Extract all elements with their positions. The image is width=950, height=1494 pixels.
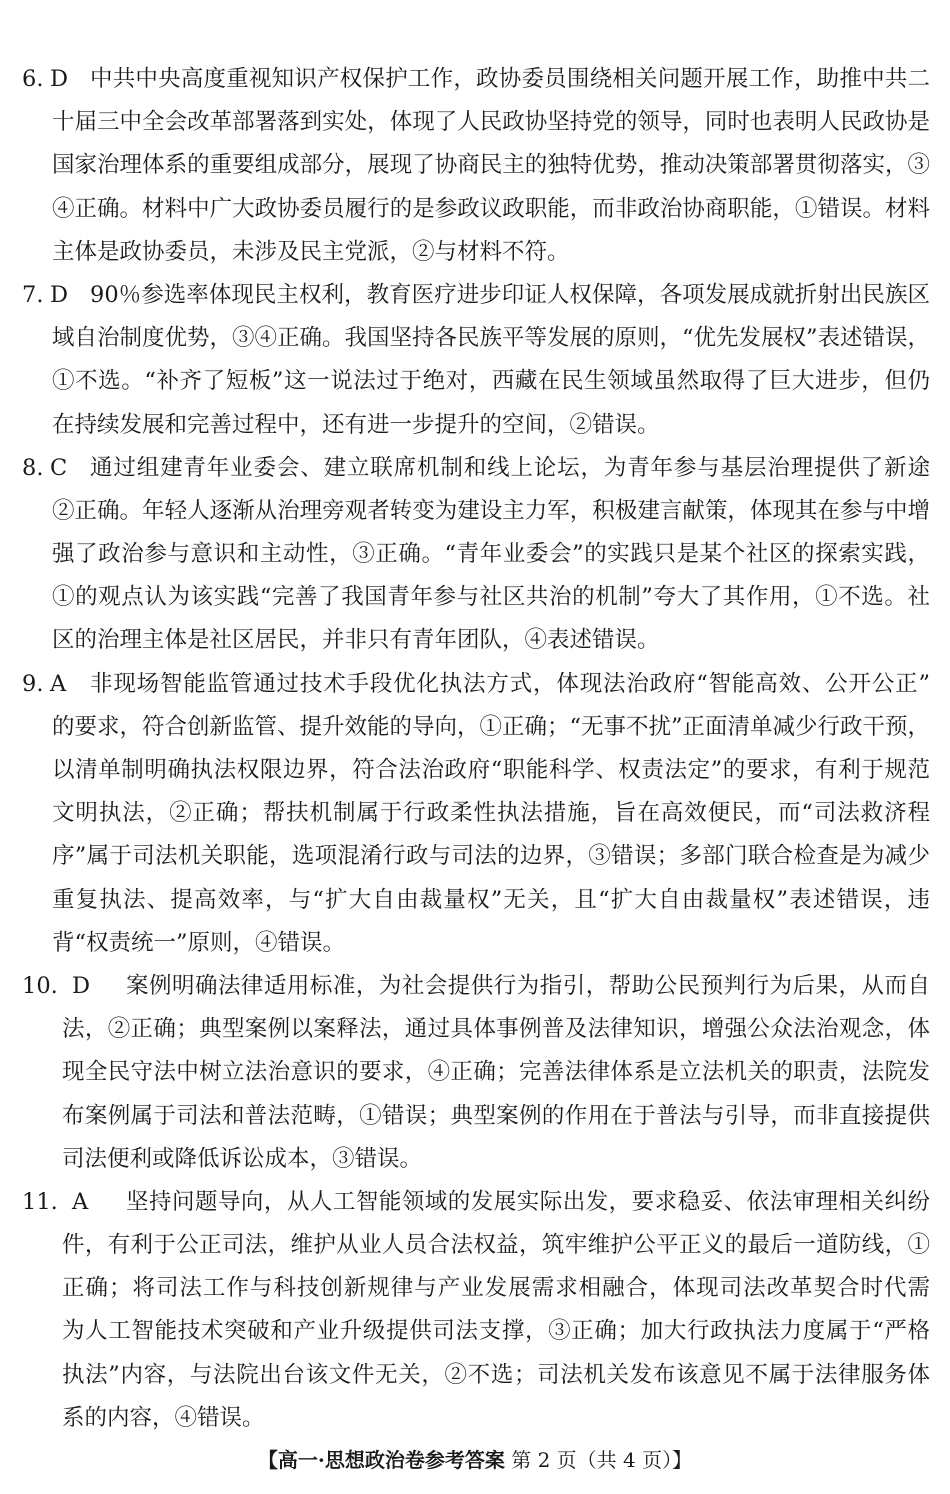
answer-letter: C <box>50 454 68 481</box>
answer-line <box>0 1181 950 1224</box>
answer-line <box>0 835 950 878</box>
explanation-text: 系的内容，④错误。 <box>62 1404 265 1431</box>
explanation-text: 在持续发展和完善过程中，还有进一步提升的空间，②错误。 <box>52 411 660 438</box>
question-number: 8. <box>22 454 44 481</box>
explanation-text: 区的治理主体是社区居民，并非只有青年团队，④表述错误。 <box>52 627 660 654</box>
explanation-text: 通过组建青年业委会、建立联席机制和线上论坛，为青年参与基层治理提供了新途 <box>90 454 930 481</box>
answer-line <box>0 58 950 101</box>
answer-line <box>0 1008 950 1051</box>
answer-line <box>0 1051 950 1094</box>
explanation-text: 中共中央高度重视知识产权保护工作，政协委员围绕相关问题开展工作，助推中共二 <box>90 66 930 92</box>
question-number: 10. <box>22 972 58 999</box>
footer-title: 【高一·思想政治卷参考答案 <box>257 1448 505 1472</box>
answer-line <box>0 1224 950 1267</box>
explanation-text: 域自治制度优势，③④正确。我国坚持各民族平等发展的原则，“优先发展权”表述错误， <box>52 325 930 352</box>
answer-line <box>0 1095 950 1138</box>
answer-key-document <box>0 58 950 1440</box>
explanation-text: 现全民守法中树立法治意识的要求，④正确；完善法律体系是立法机关的职责，法院发 <box>62 1059 930 1086</box>
footer-page-number: 第 2 页（共 4 页）】 <box>511 1448 693 1472</box>
explanation-text: 非现场智能监管通过技术手段优化执法方式，体现法治政府“智能高效、公开公正” <box>90 670 930 697</box>
explanation-text: 强了政治参与意识和主动性，③正确。“青年业委会”的实践只是某个社区的探索实践， <box>52 541 930 568</box>
explanation-text: 序”属于司法机关职能，选项混淆行政与司法的边界，③错误；多部门联合检查是为减少 <box>52 843 930 870</box>
question-number: 6. <box>22 66 44 92</box>
answer-item <box>0 1181 950 1440</box>
answer-line <box>0 1138 950 1181</box>
answer-line <box>0 1267 950 1310</box>
explanation-text: 正确；将司法工作与科技创新规律与产业发展需求相融合，体现司法改革契合时代需 <box>62 1275 930 1302</box>
answer-line <box>0 576 950 619</box>
answer-line <box>0 533 950 576</box>
answer-item <box>0 965 950 1181</box>
answer-line <box>0 1310 950 1353</box>
answer-line <box>0 663 950 706</box>
explanation-text: 司法便利或降低诉讼成本，③错误。 <box>62 1145 423 1172</box>
page-footer <box>0 1444 950 1473</box>
answer-line <box>0 1397 950 1440</box>
explanation-text: 为人工智能技术突破和产业升级提供司法支撑，③正确；加大行政执法力度属于“严格 <box>62 1318 930 1345</box>
explanation-text: 布案例属于司法和普法范畴，①错误；典型案例的作用在于普法与引导，而非直接提供 <box>62 1102 930 1129</box>
explanation-text: 重复执法、提高效率，与“扩大自由裁量权”无关，且“扩大自由裁量权”表述错误，违 <box>52 886 930 913</box>
answer-line <box>0 922 950 965</box>
answer-line <box>0 965 950 1008</box>
answer-line <box>0 1354 950 1397</box>
answer-line <box>0 360 950 403</box>
explanation-text: 坚持问题导向，从人工智能领域的发展实际出发，要求稳妥、依法审理相关纠纷 <box>126 1188 930 1215</box>
answer-item <box>0 274 950 447</box>
explanation-text: 主体是政协委员，未涉及民主党派，②与材料不符。 <box>52 238 570 265</box>
explanation-text: 执法”内容，与法院出台该文件无关，②不选；司法机关发布该意见不属于法律服务体 <box>62 1361 930 1388</box>
answer-line <box>0 231 950 274</box>
answer-item <box>0 663 950 965</box>
question-number: 11. <box>22 1188 58 1215</box>
question-number: 7. <box>22 281 44 308</box>
answer-line <box>0 404 950 447</box>
answer-line <box>0 447 950 490</box>
explanation-text: 件，有利于公正司法，维护从业人员合法权益，筑牢维护公平正义的最后一道防线，① <box>62 1232 930 1259</box>
answer-line <box>0 490 950 533</box>
answer-letter: D <box>50 66 69 92</box>
explanation-text: 法，②正确；典型案例以案释法，通过具体事例普及法律知识，增强公众法治观念，体 <box>62 1016 930 1043</box>
answer-line <box>0 144 950 187</box>
explanation-text: 案例明确法律适用标准，为社会提供行为指引，帮助公民预判行为后果，从而自 <box>126 972 930 999</box>
answer-letter: A <box>50 670 67 697</box>
question-number: 9. <box>22 670 44 697</box>
answer-line <box>0 706 950 749</box>
explanation-text: ①的观点认为该实践“完善了我国青年参与社区共治的机制”夸大了其作用，①不选。社 <box>52 584 930 611</box>
explanation-text: 90％参选率体现民主权利，教育医疗进步印证人权保障，各项发展成就折射出民族区 <box>90 281 930 308</box>
explanation-text: 的要求，符合创新监管、提升效能的导向，①正确；“无事不扰”正面清单减少行政干预， <box>52 713 930 740</box>
answer-letter: A <box>72 1188 89 1215</box>
answer-line <box>0 188 950 231</box>
answer-item <box>0 447 950 663</box>
answer-line <box>0 317 950 360</box>
explanation-text: ④正确。材料中广大政协委员履行的是参政议政职能，而非政治协商职能，①错误。材料 <box>52 195 930 222</box>
explanation-text: ①不选。“补齐了短板”这一说法过于绝对，西藏在民生领域虽然取得了巨大进步，但仍 <box>52 368 930 395</box>
explanation-text: ②正确。年轻人逐渐从治理旁观者转变为建设主力军，积极建言献策，体现其在参与中增 <box>52 497 930 524</box>
explanation-text: 文明执法，②正确；帮扶机制属于行政柔性执法措施，旨在高效便民，而“司法救济程 <box>52 800 930 827</box>
explanation-text: 国家治理体系的重要组成部分，展现了协商民主的独特优势，推动决策部署贯彻落实，③ <box>52 152 930 179</box>
answer-line <box>0 792 950 835</box>
answer-line <box>0 749 950 792</box>
answer-line <box>0 619 950 662</box>
answer-line <box>0 101 950 144</box>
answer-letter: D <box>50 281 69 308</box>
answer-item <box>0 58 950 274</box>
answer-line <box>0 879 950 922</box>
explanation-text: 背“权责统一”原则，④错误。 <box>52 929 346 956</box>
answer-letter: D <box>72 972 91 999</box>
answer-line <box>0 274 950 317</box>
explanation-text: 十届三中全会改革部署落到实处，体现了人民政协坚持党的领导，同时也表明人民政协是 <box>52 109 930 136</box>
explanation-text: 以清单制明确执法权限边界，符合法治政府“职能科学、权责法定”的要求，有利于规范 <box>52 757 930 783</box>
